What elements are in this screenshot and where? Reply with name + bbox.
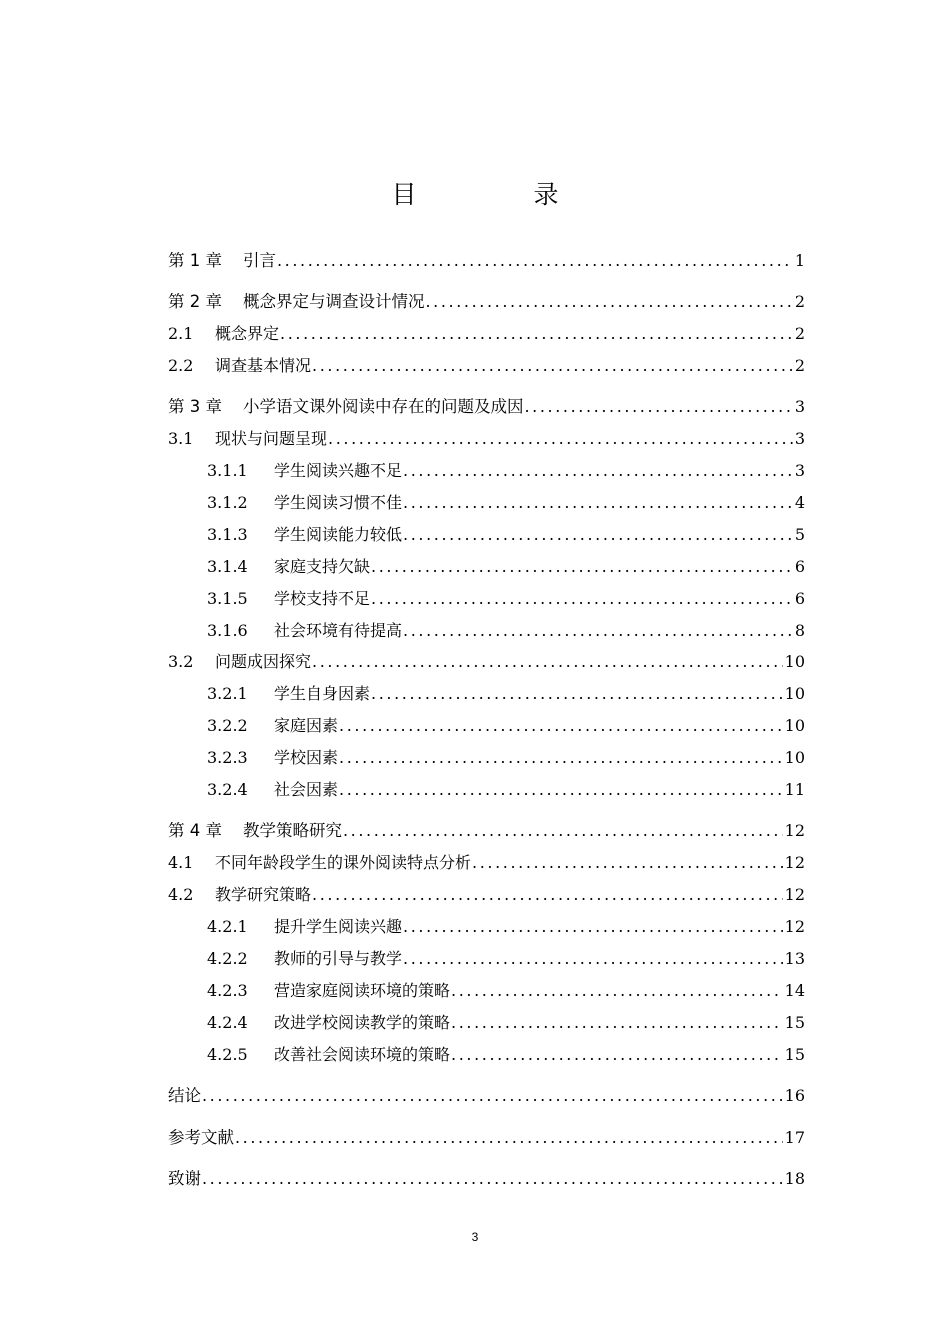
toc-entry[interactable] bbox=[207, 946, 805, 972]
toc-entry-number: 4.2.4 bbox=[207, 1013, 248, 1032]
toc-entry-page: 12 bbox=[784, 821, 805, 840]
toc-entry-number: 第 2 章 bbox=[168, 292, 222, 311]
toc-entry-label bbox=[207, 777, 338, 803]
toc-entry-label bbox=[207, 745, 338, 771]
toc-entry-title: 教师的引导与教学 bbox=[274, 949, 403, 968]
toc-entry-label bbox=[207, 713, 338, 739]
toc-entry[interactable] bbox=[168, 1166, 805, 1192]
toc-entry[interactable] bbox=[168, 321, 805, 347]
toc-entry-title: 改进学校阅读教学的策略 bbox=[274, 1013, 451, 1032]
toc-entry-title: 概念界定与调查设计情况 bbox=[243, 292, 425, 311]
page-number: 3 bbox=[471, 1230, 479, 1244]
toc-entry-label bbox=[207, 946, 402, 972]
toc-entry[interactable] bbox=[207, 522, 805, 548]
toc-entry[interactable] bbox=[207, 554, 805, 580]
toc-entry-page: 12 bbox=[784, 917, 805, 936]
toc-entry-title: 社会因素 bbox=[274, 780, 339, 799]
toc-entry-number: 3.2.1 bbox=[207, 684, 248, 703]
toc-entry-label bbox=[168, 1083, 201, 1109]
toc-entry-number: 第 4 章 bbox=[168, 821, 222, 840]
toc-entry-title: 学生阅读能力较低 bbox=[274, 525, 403, 544]
toc-entry-title: 学校因素 bbox=[274, 748, 339, 767]
dot-leader bbox=[328, 426, 793, 452]
dot-leader bbox=[403, 458, 793, 484]
toc-entry-title: 引言 bbox=[243, 251, 276, 270]
toc-entry-label bbox=[207, 978, 450, 1004]
toc-entry[interactable] bbox=[207, 978, 805, 1004]
toc-entry-title: 社会环境有待提高 bbox=[274, 621, 403, 640]
toc-entry-page: 12 bbox=[784, 853, 805, 872]
dot-leader bbox=[472, 850, 783, 876]
toc-entry-page: 3 bbox=[794, 429, 805, 448]
toc-entry-number: 3.2.2 bbox=[207, 716, 248, 735]
toc-entry-number: 4.2.5 bbox=[207, 1045, 248, 1064]
dot-leader bbox=[403, 914, 783, 940]
toc-entry[interactable] bbox=[207, 914, 805, 940]
toc-entry-label bbox=[168, 649, 311, 675]
toc-entry[interactable] bbox=[207, 586, 805, 612]
toc-entry-title: 小学语文课外阅读中存在的问题及成因 bbox=[243, 397, 524, 416]
toc-entry-page: 15 bbox=[784, 1013, 805, 1032]
toc-entry-title: 学生自身因素 bbox=[274, 684, 371, 703]
toc-entry-number: 4.1 bbox=[168, 853, 194, 872]
dot-leader bbox=[277, 248, 793, 274]
toc-entry-title: 不同年龄段学生的课外阅读特点分析 bbox=[215, 853, 472, 872]
toc-entry-label bbox=[207, 458, 402, 484]
toc-entry-title: 家庭支持欠缺 bbox=[274, 557, 371, 576]
toc-entry[interactable] bbox=[207, 713, 805, 739]
dot-leader bbox=[403, 946, 783, 972]
toc-entry[interactable] bbox=[207, 681, 805, 707]
dot-leader bbox=[451, 1010, 783, 1036]
toc-entry-number: 3.1 bbox=[168, 429, 194, 448]
toc-entry-page: 13 bbox=[784, 949, 805, 968]
dot-leader bbox=[202, 1083, 783, 1109]
toc-entry-page: 6 bbox=[794, 589, 805, 608]
toc-entry-page: 2 bbox=[794, 324, 805, 343]
toc-entry-label bbox=[207, 522, 402, 548]
dot-leader bbox=[371, 681, 783, 707]
toc-entry-number: 4.2.3 bbox=[207, 981, 248, 1000]
toc-entry[interactable] bbox=[207, 458, 805, 484]
toc-entry-number: 4.2.2 bbox=[207, 949, 248, 968]
dot-leader bbox=[312, 649, 783, 675]
dot-leader bbox=[426, 289, 793, 315]
toc-entry-label bbox=[207, 554, 370, 580]
toc-entry-title: 学生阅读兴趣不足 bbox=[274, 461, 403, 480]
dot-leader bbox=[202, 1166, 783, 1192]
dot-leader bbox=[451, 978, 783, 1004]
dot-leader bbox=[525, 394, 793, 420]
toc-entry-label bbox=[168, 1166, 201, 1192]
toc-entry-title: 参考文献 bbox=[168, 1128, 234, 1147]
toc-entry-number: 3.1.2 bbox=[207, 493, 248, 512]
toc-entry-title: 结论 bbox=[168, 1086, 201, 1105]
toc-entry-label bbox=[168, 248, 276, 274]
toc-entry-page: 5 bbox=[794, 525, 805, 544]
toc-entry-number: 第 3 章 bbox=[168, 397, 222, 416]
toc-entry-number: 3.1.5 bbox=[207, 589, 248, 608]
toc-entry-page: 10 bbox=[784, 652, 805, 671]
toc-entry-page: 4 bbox=[794, 493, 805, 512]
toc-entry-page: 10 bbox=[784, 716, 805, 735]
toc-entry-label bbox=[168, 818, 342, 844]
toc-entry-label bbox=[207, 490, 402, 516]
toc-entry-page: 15 bbox=[784, 1045, 805, 1064]
toc-entry[interactable] bbox=[207, 490, 805, 516]
toc-entry-label bbox=[168, 426, 327, 452]
toc-entry-title: 改善社会阅读环境的策略 bbox=[274, 1045, 451, 1064]
toc-entry[interactable] bbox=[168, 394, 805, 420]
toc-entry-title: 教学策略研究 bbox=[243, 821, 342, 840]
dot-leader bbox=[339, 777, 783, 803]
toc-entry[interactable] bbox=[168, 850, 805, 876]
toc-entry[interactable] bbox=[168, 882, 805, 908]
toc-entry-label bbox=[168, 353, 311, 379]
toc-entry-label bbox=[207, 1010, 450, 1036]
toc-entry-page: 2 bbox=[794, 292, 805, 311]
toc-entry-page: 14 bbox=[784, 981, 805, 1000]
dot-leader bbox=[403, 490, 793, 516]
toc-entry[interactable] bbox=[207, 1010, 805, 1036]
dot-leader bbox=[343, 818, 783, 844]
toc-entry-label bbox=[168, 1125, 234, 1151]
dot-leader bbox=[403, 522, 793, 548]
toc-entry-number: 3.2 bbox=[168, 652, 194, 671]
toc-entry-number: 第 1 章 bbox=[168, 251, 222, 270]
toc-entry-page: 6 bbox=[794, 557, 805, 576]
dot-leader bbox=[339, 745, 783, 771]
toc-entry-page: 10 bbox=[784, 684, 805, 703]
toc-entry[interactable] bbox=[168, 1125, 805, 1151]
toc-entry-label bbox=[168, 850, 471, 876]
toc-entry-page: 16 bbox=[784, 1086, 805, 1105]
dot-leader bbox=[312, 882, 783, 908]
toc-entry-number: 3.1.6 bbox=[207, 621, 248, 640]
toc-entry-number: 2.2 bbox=[168, 356, 194, 375]
toc-entry-label bbox=[168, 882, 311, 908]
toc-entry[interactable] bbox=[168, 649, 805, 675]
toc-entry[interactable] bbox=[168, 426, 805, 452]
toc-entry-number: 3.1.3 bbox=[207, 525, 248, 544]
toc-entry[interactable] bbox=[207, 777, 805, 803]
toc-entry-label bbox=[207, 914, 402, 940]
toc-entry-number: 3.1.4 bbox=[207, 557, 248, 576]
toc-title: 目 录 bbox=[391, 180, 605, 209]
toc-entry-number: 2.1 bbox=[168, 324, 194, 343]
toc-entry[interactable] bbox=[168, 353, 805, 379]
toc-entry-page: 3 bbox=[794, 461, 805, 480]
toc-entry-title: 学校支持不足 bbox=[274, 589, 371, 608]
toc-entry-page: 2 bbox=[794, 356, 805, 375]
toc-entry[interactable] bbox=[168, 248, 805, 274]
toc-entry-page: 17 bbox=[784, 1128, 805, 1147]
toc-entry-page: 8 bbox=[794, 621, 805, 640]
dot-leader bbox=[339, 713, 783, 739]
toc-entry[interactable] bbox=[207, 745, 805, 771]
toc-entry[interactable] bbox=[168, 1083, 805, 1109]
toc-entry-label bbox=[168, 289, 425, 315]
toc-entry-label bbox=[168, 321, 279, 347]
toc-entry-number: 3.2.4 bbox=[207, 780, 248, 799]
dot-leader bbox=[235, 1125, 783, 1151]
toc-entry-page: 12 bbox=[784, 885, 805, 904]
toc-entry-label bbox=[207, 1042, 450, 1068]
dot-leader bbox=[312, 353, 793, 379]
toc-entry-title: 教学研究策略 bbox=[215, 885, 312, 904]
toc-entry-number: 4.2.1 bbox=[207, 917, 248, 936]
dot-leader bbox=[280, 321, 793, 347]
toc-entry-title: 家庭因素 bbox=[274, 716, 339, 735]
toc-entry-page: 10 bbox=[784, 748, 805, 767]
toc-entry-label bbox=[168, 394, 524, 420]
toc-entry-title: 营造家庭阅读环境的策略 bbox=[274, 981, 451, 1000]
toc-entry-page: 1 bbox=[794, 251, 805, 270]
dot-leader bbox=[371, 554, 793, 580]
toc-entry-title: 调查基本情况 bbox=[215, 356, 312, 375]
toc-entry-title: 问题成因探究 bbox=[215, 652, 312, 671]
toc-entry-label bbox=[207, 618, 402, 644]
toc-entry-label bbox=[207, 586, 370, 612]
dot-leader bbox=[451, 1042, 783, 1068]
toc-entry-number: 4.2 bbox=[168, 885, 194, 904]
toc-entry-title: 概念界定 bbox=[215, 324, 280, 343]
dot-leader bbox=[403, 618, 793, 644]
toc-entry-page: 3 bbox=[794, 397, 805, 416]
toc-entry-title: 提升学生阅读兴趣 bbox=[274, 917, 403, 936]
toc-entry[interactable] bbox=[207, 1042, 805, 1068]
toc-entry[interactable] bbox=[168, 289, 805, 315]
dot-leader bbox=[371, 586, 793, 612]
toc-entry-page: 18 bbox=[784, 1169, 805, 1188]
toc-entry[interactable] bbox=[168, 818, 805, 844]
toc-entry-number: 3.2.3 bbox=[207, 748, 248, 767]
toc-entry-title: 学生阅读习惯不佳 bbox=[274, 493, 403, 512]
toc-entry[interactable] bbox=[207, 618, 805, 644]
toc-entry-label bbox=[207, 681, 370, 707]
toc-entry-number: 3.1.1 bbox=[207, 461, 248, 480]
toc-entry-title: 现状与问题呈现 bbox=[215, 429, 328, 448]
toc-entry-title: 致谢 bbox=[168, 1169, 201, 1188]
toc-entry-page: 11 bbox=[784, 780, 805, 799]
